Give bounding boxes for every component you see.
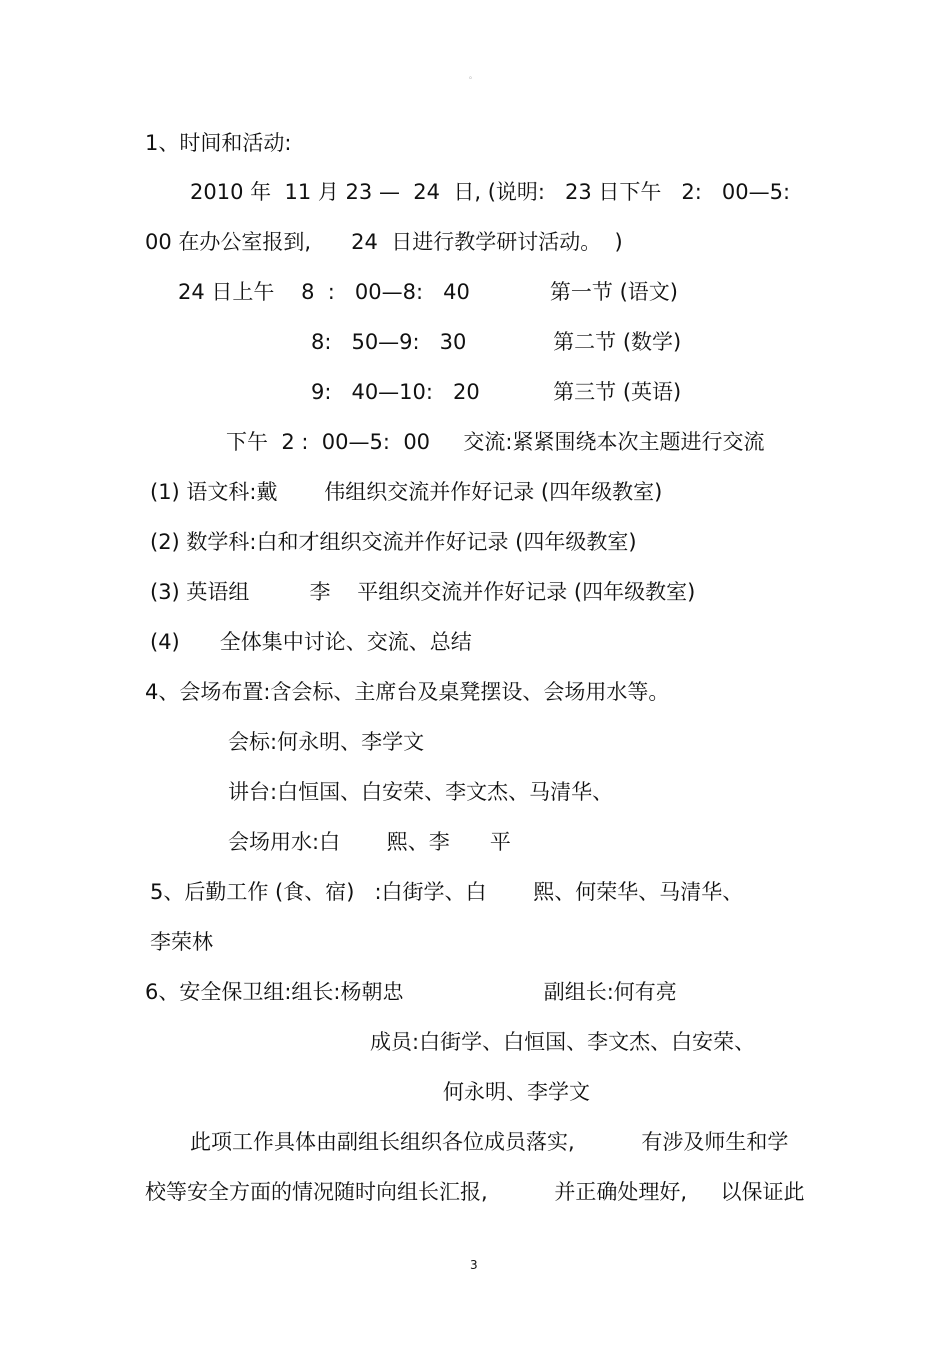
lesson-2-line: 8: 50—9: 30 第二节 (数学) [311,330,682,354]
lesson-3-line: 9: 40—10: 20 第三节 (英语) [311,380,682,404]
page-number: 3 [470,1258,478,1272]
security-paragraph: 此项工作具体由副组长组织各位成员落实, 有涉及师生和学 [190,1130,789,1154]
section-1-heading: 1、时间和活动: [145,131,292,155]
section-5-logistics: 5、后勤工作 (食、宿) :白街学、白 熙、何荣华、马清华、 [150,880,744,904]
security-members-cont: 何永明、李学文 [443,1080,590,1104]
item-3-english: (3) 英语组 李 平组织交流并作好记录 (四年级教室) [150,580,696,604]
header-mark: 。 [469,71,477,80]
section-4-heading: 4、会场布置:含会标、主席台及桌凳摆设、会场用水等。 [145,680,670,704]
lesson-1-line: 24 日上午 8 : 00—8: 40 第一节 (语文) [178,280,678,304]
section-6-security: 6、安全保卫组:组长:杨朝忠 副组长:何有亮 [145,980,677,1004]
podium-assignees: 讲台:白恒国、白安荣、李文杰、马清华、 [228,780,614,804]
schedule-date-line-cont: 00 在办公室报到, 24 日进行教学研讨活动。 ) [145,230,623,254]
item-2-math: (2) 数学科:白和才组织交流并作好记录 (四年级教室) [150,530,637,554]
security-members: 成员:白街学、白恒国、李文杰、白安荣、 [370,1030,756,1054]
schedule-date-line: 2010 年 11 月 23 — 24 日, (说明: 23 日下午 2: 00—5: [190,180,791,204]
section-5-logistics-cont: 李荣林 [150,930,213,954]
item-4-summary: (4) 全体集中讨论、交流、总结 [150,630,472,654]
afternoon-exchange-line: 下午 2 : 00—5: 00 交流:紧紧围绕本次主题进行交流 [226,430,765,454]
security-paragraph-cont: 校等安全方面的情况随时向组长汇报, 并正确处理好, 以保证此 [145,1180,805,1204]
water-assignees: 会场用水:白 熙、李 平 [228,830,511,854]
banner-assignees: 会标:何永明、李学文 [228,730,425,754]
item-1-chinese: (1) 语文科:戴 伟组织交流并作好记录 (四年级教室) [150,480,663,504]
